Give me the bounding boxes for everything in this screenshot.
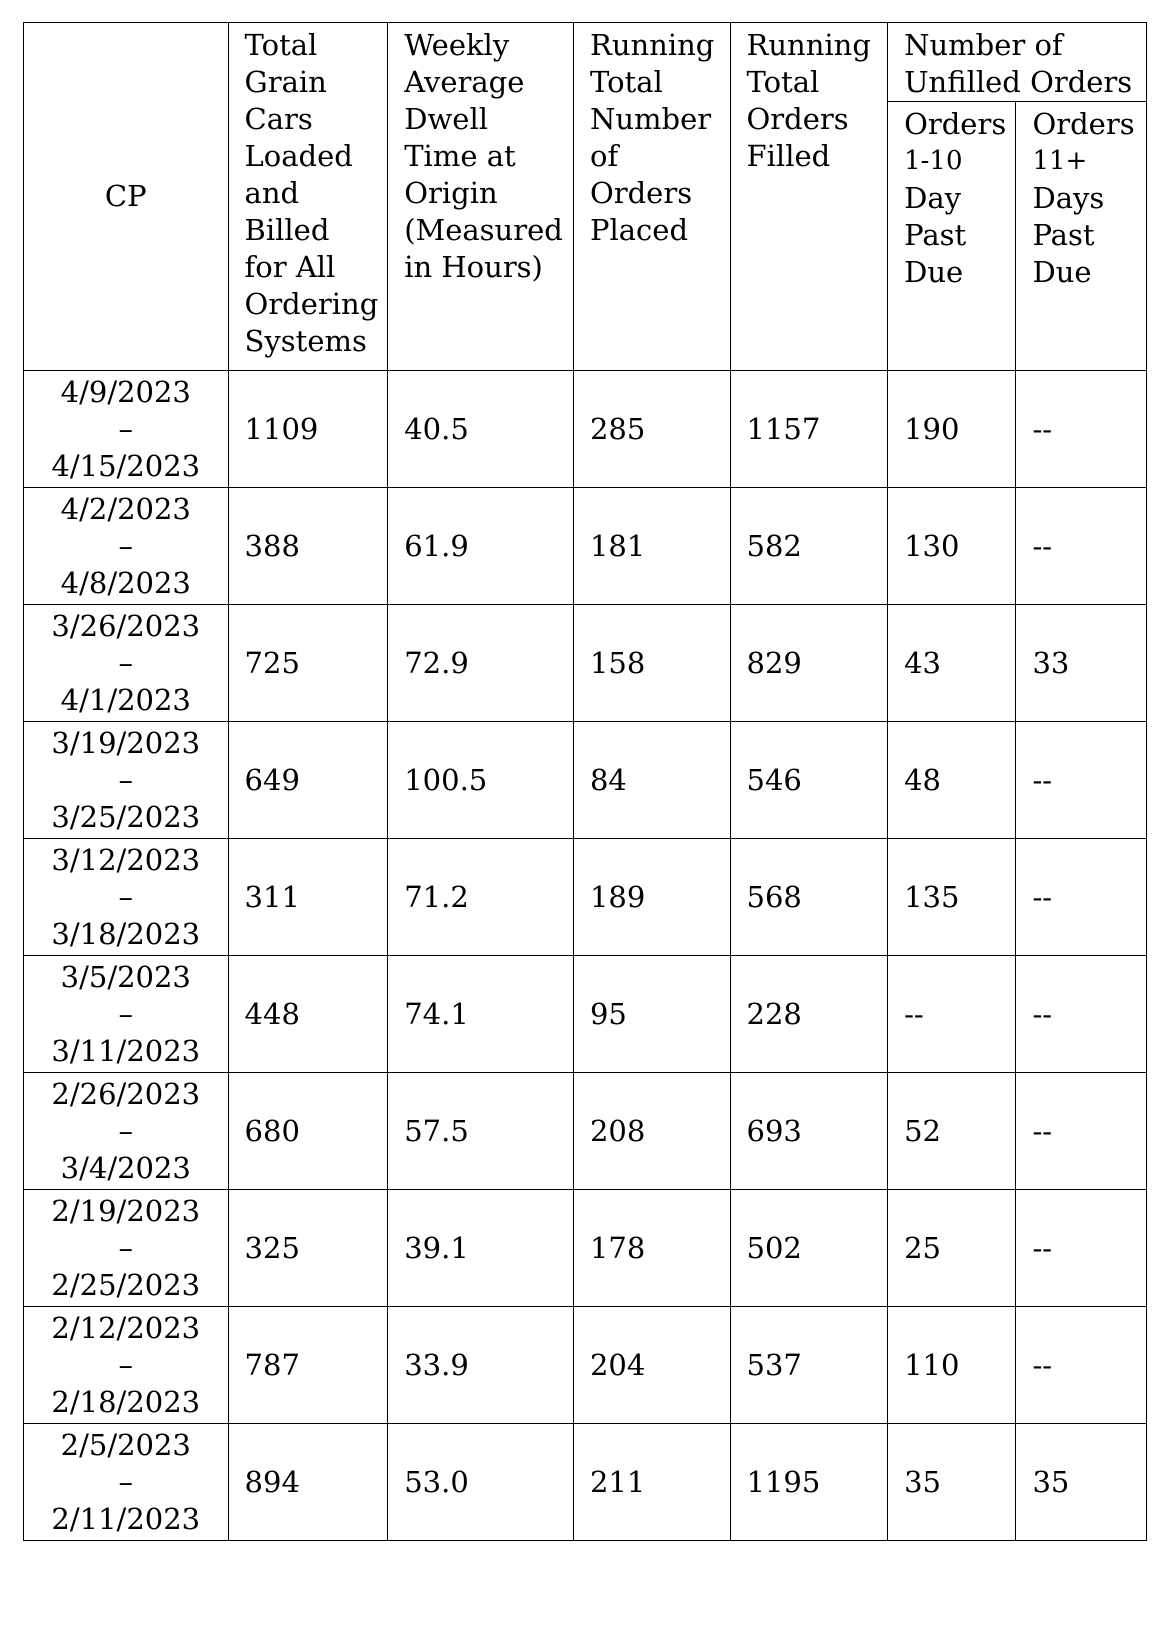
cp-date-range: 3/19/2023 – 3/25/2023: [24, 722, 229, 839]
past-due-11-plus-cell: --: [1016, 1190, 1147, 1307]
table-row: [24, 722, 1147, 839]
past-due-11-plus-cell: 35: [1016, 1424, 1147, 1541]
filled-cell: 582: [730, 488, 888, 605]
cars-cell: 1109: [228, 371, 388, 488]
table-row: [24, 1073, 1147, 1190]
filled-cell: 829: [730, 605, 888, 722]
past-due-11-plus-cell: --: [1016, 839, 1147, 956]
table-row: [24, 1307, 1147, 1424]
filled-cell: 537: [730, 1307, 888, 1424]
dwell-cell: 40.5: [388, 371, 574, 488]
header-cp-label: CP: [104, 179, 147, 213]
header-row: [24, 23, 1147, 102]
placed-cell: 181: [573, 488, 730, 605]
past-due-1-10-cell: 25: [888, 1190, 1016, 1307]
placed-cell: 95: [573, 956, 730, 1073]
header-unfilled-11-plus: Orders 11+ Days Past Due: [1016, 102, 1147, 371]
table-row: [24, 488, 1147, 605]
past-due-1-10-cell: 130: [888, 488, 1016, 605]
placed-cell: 158: [573, 605, 730, 722]
dwell-cell: 39.1: [388, 1190, 574, 1307]
cars-cell: 680: [228, 1073, 388, 1190]
past-due-11-plus-cell: --: [1016, 956, 1147, 1073]
past-due-1-10-cell: 43: [888, 605, 1016, 722]
cp-date-range: 2/5/2023 – 2/11/2023: [24, 1424, 229, 1541]
dwell-cell: 57.5: [388, 1073, 574, 1190]
header-total-grain-cars: Total Grain Cars Loaded and Billed for All Ordering Systems: [228, 23, 388, 371]
dwell-cell: 33.9: [388, 1307, 574, 1424]
past-due-11-plus-cell: --: [1016, 371, 1147, 488]
placed-cell: 204: [573, 1307, 730, 1424]
placed-cell: 84: [573, 722, 730, 839]
header-dwell-time: Weekly Average Dwell Time at Origin (Measured in Hours): [388, 23, 574, 371]
cp-date-range: 4/2/2023 – 4/8/2023: [24, 488, 229, 605]
cars-cell: 787: [228, 1307, 388, 1424]
filled-cell: 1195: [730, 1424, 888, 1541]
placed-cell: 189: [573, 839, 730, 956]
dwell-cell: 53.0: [388, 1424, 574, 1541]
cp-date-range: 3/12/2023 – 3/18/2023: [24, 839, 229, 956]
past-due-1-10-cell: 135: [888, 839, 1016, 956]
filled-cell: 502: [730, 1190, 888, 1307]
past-due-1-10-cell: --: [888, 956, 1016, 1073]
header-unfilled-orders: Number of Unfilled Orders: [888, 23, 1147, 102]
placed-cell: 178: [573, 1190, 730, 1307]
cp-date-range: 4/9/2023 – 4/15/2023: [24, 371, 229, 488]
cars-cell: 649: [228, 722, 388, 839]
cars-cell: 325: [228, 1190, 388, 1307]
cars-cell: 894: [228, 1424, 388, 1541]
placed-cell: 285: [573, 371, 730, 488]
table-row: [24, 1190, 1147, 1307]
past-due-1-10-cell: 110: [888, 1307, 1016, 1424]
cp-date-range: 3/5/2023 – 3/11/2023: [24, 956, 229, 1073]
dwell-cell: 71.2: [388, 839, 574, 956]
filled-cell: 693: [730, 1073, 888, 1190]
past-due-1-10-cell: 190: [888, 371, 1016, 488]
placed-cell: 208: [573, 1073, 730, 1190]
dwell-cell: 100.5: [388, 722, 574, 839]
header-unfilled-1-10: Orders 1-10 Day Past Due: [888, 102, 1016, 371]
past-due-11-plus-cell: --: [1016, 1073, 1147, 1190]
past-due-1-10-cell: 48: [888, 722, 1016, 839]
cp-date-range: 2/26/2023 – 3/4/2023: [24, 1073, 229, 1190]
past-due-11-plus-cell: --: [1016, 722, 1147, 839]
filled-cell: 568: [730, 839, 888, 956]
table-row: [24, 1424, 1147, 1541]
past-due-1-10-cell: 35: [888, 1424, 1016, 1541]
cp-date-range: 3/26/2023 – 4/1/2023: [24, 605, 229, 722]
filled-cell: 546: [730, 722, 888, 839]
grain-car-table: [23, 22, 1147, 1541]
past-due-11-plus-cell: 33: [1016, 605, 1147, 722]
cars-cell: 725: [228, 605, 388, 722]
header-orders-filled: Running Total Orders Filled: [730, 23, 888, 371]
dwell-cell: 74.1: [388, 956, 574, 1073]
cars-cell: 311: [228, 839, 388, 956]
table-row: [24, 605, 1147, 722]
cp-date-range: 2/19/2023 – 2/25/2023: [24, 1190, 229, 1307]
filled-cell: 1157: [730, 371, 888, 488]
header-cp: [24, 23, 229, 371]
header-orders-placed: Running Total Number of Orders Placed: [573, 23, 730, 371]
cars-cell: 388: [228, 488, 388, 605]
placed-cell: 211: [573, 1424, 730, 1541]
cars-cell: 448: [228, 956, 388, 1073]
cp-date-range: 2/12/2023 – 2/18/2023: [24, 1307, 229, 1424]
past-due-11-plus-cell: --: [1016, 488, 1147, 605]
filled-cell: 228: [730, 956, 888, 1073]
dwell-cell: 72.9: [388, 605, 574, 722]
past-due-11-plus-cell: --: [1016, 1307, 1147, 1424]
table-row: [24, 839, 1147, 956]
dwell-cell: 61.9: [388, 488, 574, 605]
past-due-1-10-cell: 52: [888, 1073, 1016, 1190]
table-row: [24, 371, 1147, 488]
table-row: [24, 956, 1147, 1073]
